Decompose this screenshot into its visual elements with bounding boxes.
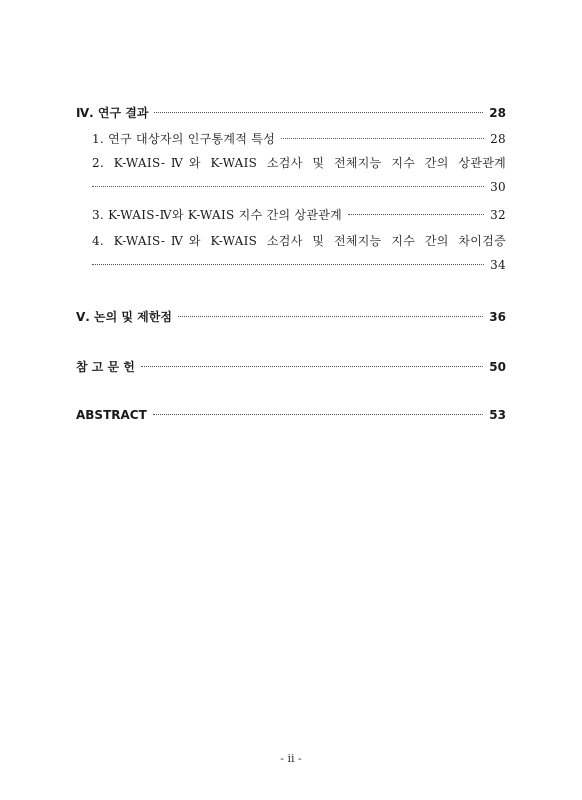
toc-entry-page: 32 — [490, 208, 506, 222]
toc-entry-page: 30 — [490, 180, 506, 194]
toc-entry-title: 2. K-WAIS-Ⅳ와 K-WAIS 소검사 및 전체지능 지수 간의 상관관계 — [92, 156, 506, 170]
toc-entry-title: 1. 연구 대상자의 인구통계적 특성 — [92, 132, 276, 146]
dot-leader — [92, 186, 484, 187]
toc-entry-4-4-leader[interactable] — [92, 258, 506, 278]
toc-entry-chapter-4[interactable] — [76, 104, 506, 124]
toc-entry-chapter-5[interactable] — [76, 308, 506, 328]
dot-leader — [153, 414, 484, 415]
dot-leader — [178, 316, 483, 317]
dot-leader — [348, 214, 484, 215]
toc-entry-4-3[interactable] — [92, 206, 506, 226]
toc-entry-title: 4. K-WAIS-Ⅳ와 K-WAIS 소검사 및 전체지능 지수 간의 차이검증 — [92, 234, 506, 248]
dot-leader — [92, 264, 484, 265]
toc-entry-title: 3. K-WAIS-Ⅳ와 K-WAIS 지수 간의 상관관계 — [92, 208, 343, 222]
toc-entry-page: 50 — [489, 360, 506, 374]
toc-entry-4-4[interactable] — [92, 232, 506, 249]
toc-entry-page: 28 — [489, 106, 506, 120]
dot-leader — [141, 366, 483, 367]
toc-entry-title: Ⅳ. 연구 결과 — [76, 106, 149, 120]
toc-entry-page: 36 — [489, 310, 506, 324]
dot-leader — [281, 138, 484, 139]
toc-entry-references[interactable] — [76, 358, 506, 378]
toc-entry-4-2[interactable] — [92, 154, 506, 171]
dot-leader — [154, 112, 483, 113]
toc-entry-page: 28 — [490, 132, 506, 146]
toc-entry-4-1[interactable] — [92, 130, 506, 150]
toc-entry-abstract[interactable] — [76, 408, 506, 428]
toc-entry-title: ABSTRACT — [76, 408, 147, 422]
toc-entry-page: 53 — [489, 408, 506, 422]
toc-entry-title: 참 고 문 헌 — [76, 360, 135, 374]
page-number-footer: - ii - — [280, 752, 302, 765]
toc-entry-page: 34 — [490, 258, 506, 272]
toc-entry-4-2-leader[interactable] — [92, 180, 506, 200]
toc-entry-title: Ⅴ. 논의 및 제한점 — [76, 310, 172, 324]
